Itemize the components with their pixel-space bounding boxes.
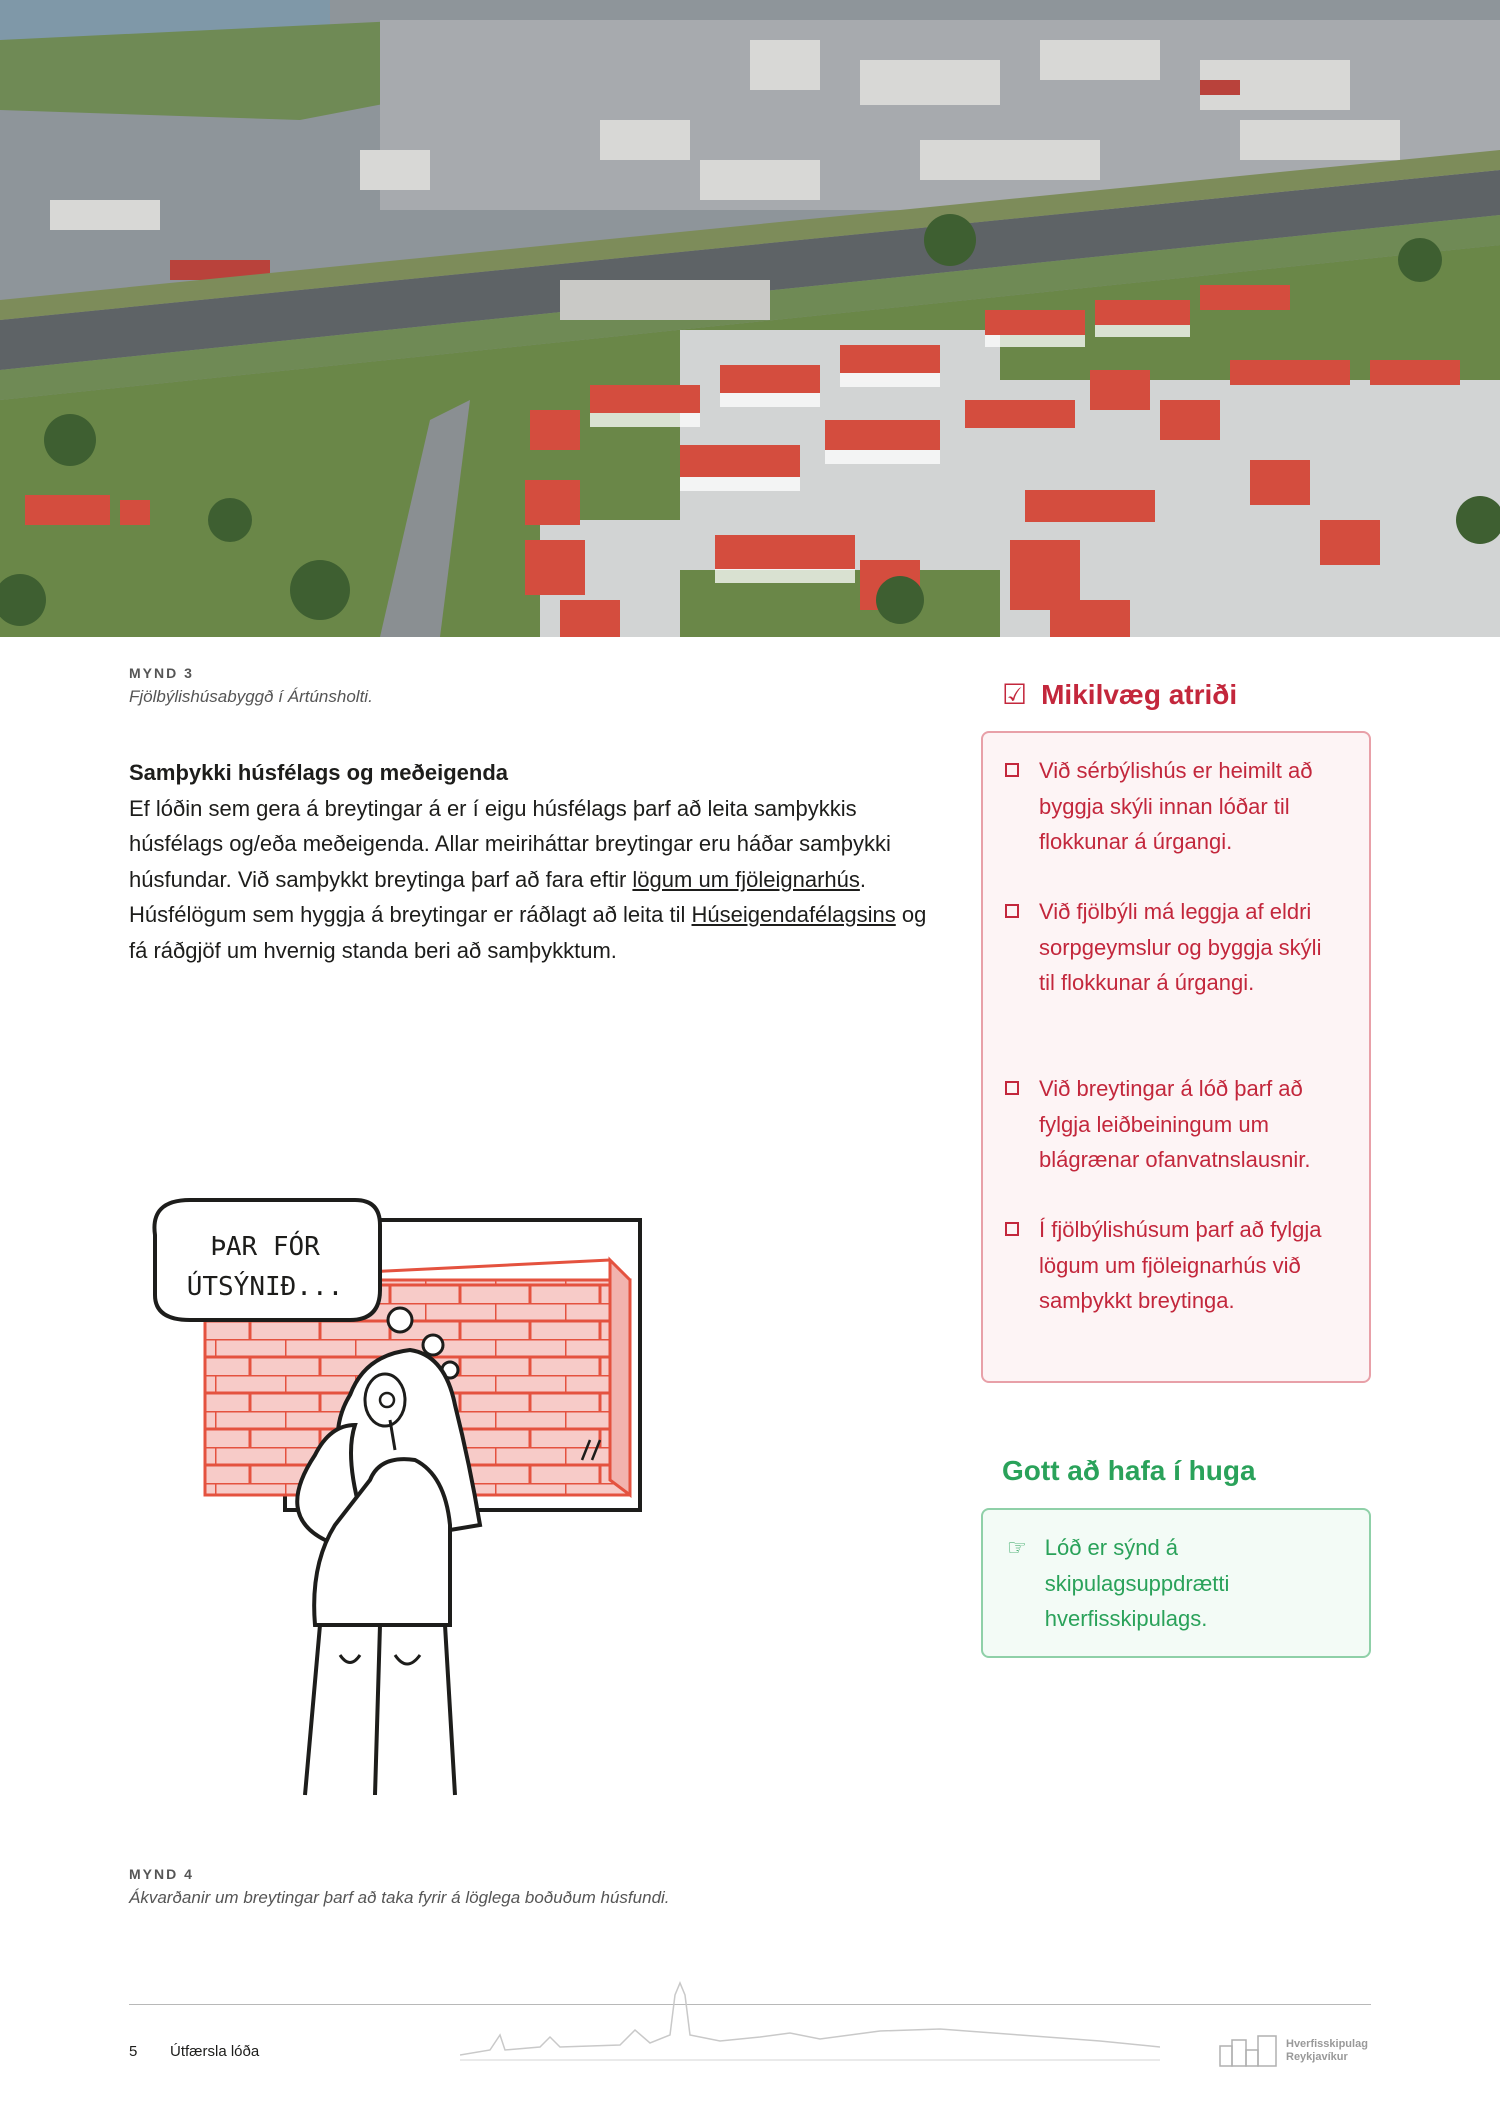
footer-title: Útfærsla lóða [170, 2043, 260, 2060]
reykjavik-planning-logo [1218, 2032, 1368, 2070]
important-item-text: Í fjölbýlishúsum þarf að fylgja lögum um fjöleignarhús við samþykkt breytinga. [1039, 1217, 1322, 1313]
section-heading: Samþykki húsfélags og meðeigenda [129, 760, 509, 785]
important-item [1005, 753, 1339, 860]
brand-line-2: Reykjavíkur [1286, 2051, 1348, 2063]
condominium-law-link[interactable]: lögum um fjöleignarhús [632, 866, 860, 892]
keep-in-mind-box [981, 1508, 1371, 1658]
city-skyline-graphic [460, 1975, 1160, 2065]
important-item [1005, 894, 1339, 1001]
pointing-hand-icon: ☞ [1007, 1535, 1027, 1560]
figure-3-caption: Fjölbýlishúsabyggð í Ártúnsholti. [129, 687, 373, 706]
important-item [1005, 1071, 1339, 1178]
section-text-3: og fá ráðgjöf um hvernig standa beri að samþykktum. [129, 902, 927, 963]
important-title: Mikilvæg atriði [1041, 678, 1238, 710]
speech-line-2: ÚTSÝNIÐ... [186, 1272, 344, 1302]
important-heading [1002, 678, 1237, 711]
section-text-1: Ef lóðin sem gera á breytingar á er í eigu húsfélags þarf að leita samþykkis húsfélags og/eða meðeigenda. Allar meiriháttar breytingar eru háðar samþykki húsfundar. Við samþykkt breytinga þarf að fara eftir [129, 795, 891, 892]
keep-in-mind-item [1007, 1530, 1275, 1637]
checkbox-icon [1005, 1222, 1019, 1236]
checkbox-icon [1005, 1081, 1019, 1095]
important-item-text: Við breytingar á lóð þarf að fylgja leiðbeiningum um blágrænar ofanvatnslausnir. [1039, 1076, 1311, 1172]
speech-line-1: ÞAR FÓR [210, 1232, 320, 1262]
checkbox-icon [1005, 763, 1019, 777]
important-item-text: Við fjölbýli má leggja af eldri sorpgeymslur og byggja skýli til flokkunar á úrgangi. [1039, 899, 1322, 995]
figure-4-caption: Ákvarðanir um breytingar þarf að taka fyrir á löglega boðuðum húsfundi. [129, 1888, 670, 1907]
important-item-text: Við sérbýlishús er heimilt að byggja skýli innan lóðar til flokkunar á úrgangi. [1039, 758, 1313, 854]
buildings-logo-icon [1218, 2032, 1280, 2070]
section-text-2: . Húsfélögum sem hyggja á breytingar er ráðlagt að leita til [129, 866, 867, 927]
page-number: 5 [129, 2043, 138, 2060]
aerial-photo [0, 0, 1500, 637]
figure-4-label: MYND 4 [129, 1866, 194, 1882]
brick-wall-illustration [145, 1195, 725, 1815]
keep-in-mind-title: Gott að hafa í huga [1002, 1455, 1256, 1486]
figure-3-label: MYND 3 [129, 665, 194, 681]
homeowners-association-link[interactable]: Húseigendafélagsins [691, 902, 896, 927]
brand-line-1: Hverfisskipulag [1286, 2038, 1368, 2050]
checkbox-icon [1005, 904, 1019, 918]
important-item [1005, 1212, 1339, 1319]
keep-in-mind-text: Lóð er sýnd á skipulagsuppdrætti hverfisskipulags. [1044, 1535, 1230, 1631]
section-body [129, 791, 949, 969]
important-box [981, 731, 1371, 1383]
checkbox-checked-icon: ☑ [1002, 679, 1028, 710]
approval-section [129, 755, 949, 968]
